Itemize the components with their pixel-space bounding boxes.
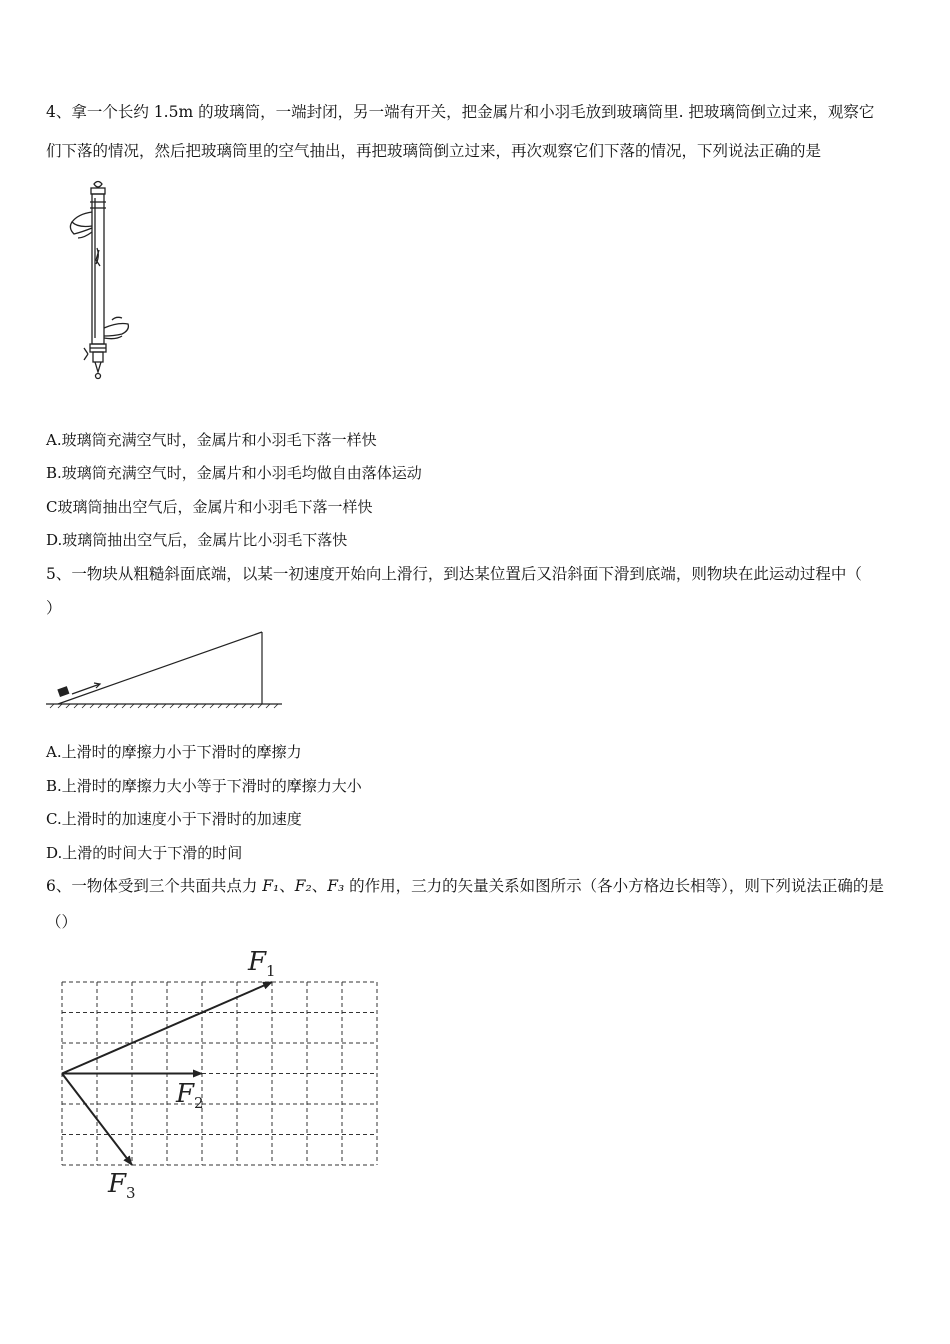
q6-f2-text: F₂ — [294, 877, 312, 895]
q6-f1-text: F₁ — [262, 877, 280, 895]
q5-option-a: A.上滑时的摩擦力小于下滑时的摩擦力 — [46, 743, 302, 761]
q4-stem-line1: 4、拿一个长约 1.5m 的玻璃筒，一端封闭，另一端有开关，把金属片和小羽毛放到玻璃筒里. 把玻璃筒倒立过来，观察它 — [46, 103, 875, 121]
q5-option-b: B.上滑时的摩擦力大小等于下滑时的摩擦力大小 — [46, 777, 362, 795]
q6-f3-text: F₃ — [327, 877, 345, 895]
force-vector-figure — [44, 940, 394, 1210]
glass-tube-figure — [64, 178, 134, 388]
incline-figure — [44, 628, 284, 710]
q5-stem-line2: ） — [46, 599, 62, 617]
q6-stem-line2: （） — [46, 913, 78, 931]
q4-option-a: A.玻璃筒充满空气时，金属片和小羽毛下落一样快 — [46, 431, 377, 449]
q5-option-d: D.上滑的时间大于下滑的时间 — [46, 844, 243, 862]
q5-option-c: C.上滑时的加速度小于下滑时的加速度 — [46, 810, 302, 828]
f2-label: $F_2$ — [176, 1079, 204, 1112]
q6-stem-line1: 6、一物体受到三个共面共点力 F₁、F₂、F₃ 的作用，三力的矢量关系如图所示（各小方格边长相等），则下列说法正确的是 — [46, 877, 884, 895]
q4-option-b: B.玻璃筒充满空气时，金属片和小羽毛均做自由落体运动 — [46, 464, 422, 482]
q4-option-c: C玻璃筒抽出空气后，金属片和小羽毛下落一样快 — [46, 498, 373, 516]
f1-label: $F_1$ — [248, 947, 276, 980]
q5-stem-line1: 5、一物块从粗糙斜面底端，以某一初速度开始向上滑行，到达某位置后又沿斜面下滑到底端，则物块在此运动过程中（ — [46, 565, 862, 583]
f3-label: $F_3$ — [108, 1169, 136, 1202]
q4-stem-line2: 们下落的情况，然后把玻璃筒里的空气抽出，再把玻璃筒倒立过来，再次观察它们下落的情况，下列说法正确的是 — [46, 142, 822, 160]
q4-option-d: D.玻璃筒抽出空气后，金属片比小羽毛下落快 — [46, 531, 348, 549]
